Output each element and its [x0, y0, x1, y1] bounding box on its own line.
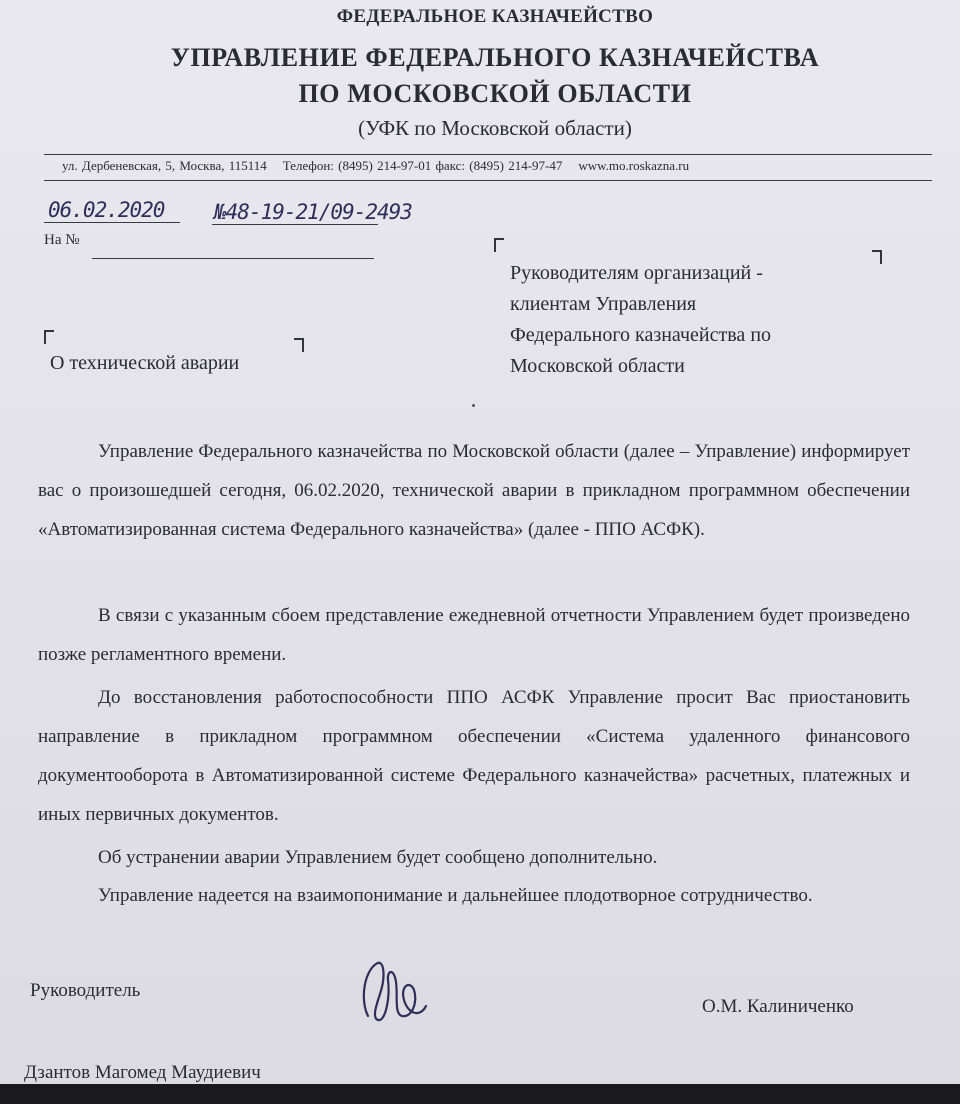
addressee-bracket-right [872, 250, 882, 264]
body-paragraph [38, 432, 910, 549]
website-text: www.mo.roskazna.ru [578, 158, 690, 173]
paragraph-text: Управление надеется на взаимопонимание и дальнейшее плодотворное сотрудничество. [98, 885, 813, 906]
department-title [0, 40, 960, 112]
header-rule-bottom [44, 180, 932, 181]
date-underline [44, 222, 180, 223]
reply-to-label: На № [44, 232, 80, 248]
subject-bracket-left [44, 330, 54, 344]
signatory-name: О.М. Калиниченко [702, 996, 854, 1017]
registration-number: №48-19-21/09-2493 [214, 200, 412, 224]
paper-speck [472, 404, 475, 407]
paragraph-text: До восстановления работоспособности ППО АСФК Управление просит Вас приостановить направление в прикладном программном обеспечении «Система удаленного финансового документооборота в Автоматизированной системе Федерального казначейства» расчетных, платежных и иных первичных документов. [38, 687, 910, 825]
paragraph-text: В связи с указанным сбоем представление ежедневной отчетности Управлением будет произведено позже регламентного времени. [38, 605, 910, 665]
agency-name: ФЕДЕРАЛЬНОЕ КАЗНАЧЕЙСТВО [336, 6, 654, 27]
address-text: ул. Дербеневская, 5, Москва, 115114 [62, 158, 267, 173]
handwritten-signature [354, 956, 434, 1028]
executor-name: Дзантов Магомед Маудиевич [24, 1062, 261, 1083]
subject-bracket-right [294, 338, 304, 352]
screen-bottom-bezel [0, 1084, 960, 1104]
reply-to-line [92, 258, 374, 259]
department-title-line-1: УПРАВЛЕНИЕ ФЕДЕРАЛЬНОГО КАЗНАЧЕЙСТВА [170, 43, 820, 72]
body-paragraph [38, 596, 910, 674]
signatory-role: Руководитель [30, 980, 141, 1001]
department-short-name: (УФК по Московской области) [358, 116, 632, 140]
addressee-block [510, 258, 860, 382]
paragraph-text: Об устранении аварии Управлением будет сообщено дополнительно. [98, 847, 658, 868]
addressee-bracket-left [494, 238, 504, 252]
paragraph-text: Управление Федерального казначейства по Московской области (далее – Управление) информирует вас о произошедшей сегодня, 06.02.2020, технической аварии в прикладном программном обеспечении «Автоматизированная система Федерального казначейства» (далее - ППО АСФК). [38, 441, 910, 540]
department-title-line-2: ПО МОСКОВСКОЙ ОБЛАСТИ [298, 79, 692, 108]
addressee-line: Руководителям организаций - [510, 262, 763, 284]
body-paragraph [38, 678, 910, 834]
contact-line [62, 158, 705, 174]
phone-text: Телефон: (8495) 214-97-01 факс: (8495) 214-97-47 [282, 158, 563, 173]
registration-date: 06.02.2020 [48, 198, 165, 222]
addressee-line: клиентам Управления [510, 293, 697, 315]
body-paragraph [38, 876, 910, 915]
addressee-line: Московской области [510, 355, 685, 377]
letter-subject: О технической аварии [50, 352, 240, 374]
body-paragraph [38, 838, 910, 877]
header-rule-top [44, 154, 932, 155]
addressee-line: Федерального казначейства по [510, 324, 772, 346]
number-underline [212, 224, 378, 225]
